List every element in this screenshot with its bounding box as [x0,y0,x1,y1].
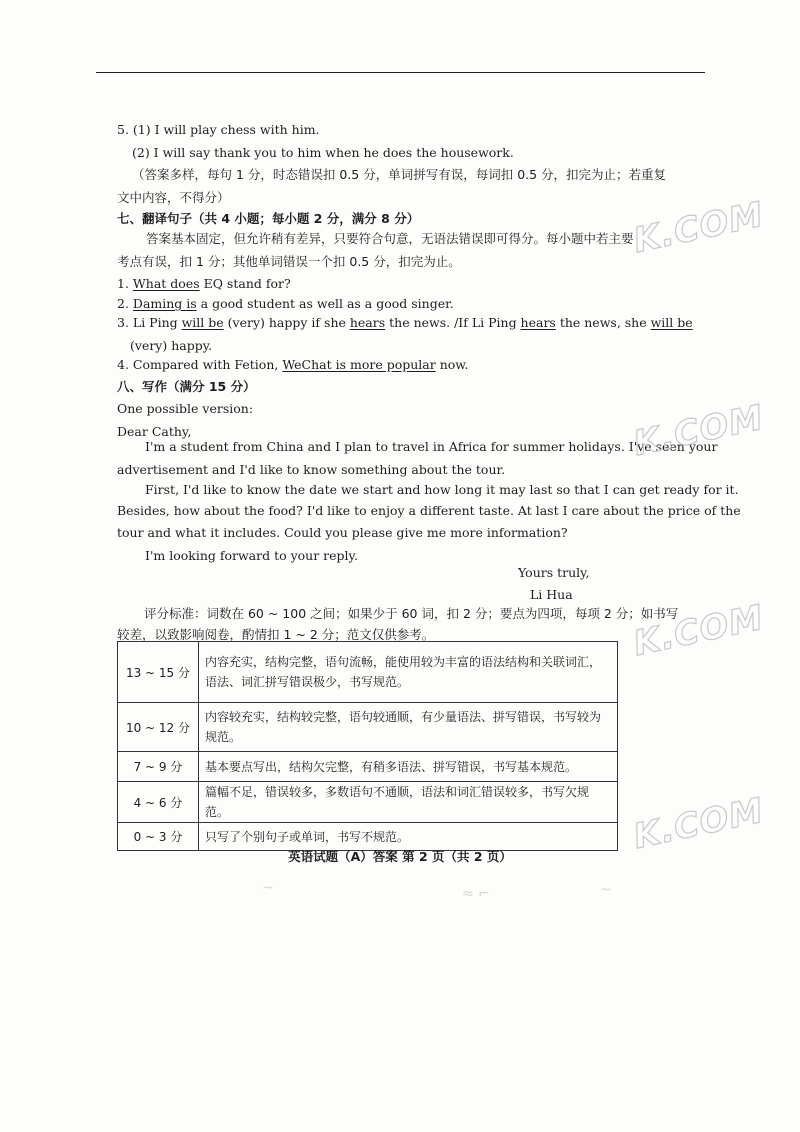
letter-greeting: Dear Cathy, [117,424,192,439]
sample-version-label: One possible version: [117,401,254,416]
page-footer: 英语试题（A）答案 第 2 页（共 2 页） [288,849,512,864]
scan-smudge: ≈ ⌐ [462,886,490,902]
letter-para-1-line-2: advertisement and I'd like to know something about the tour. [117,462,506,477]
rubric-row [118,642,618,703]
watermark-logo: K.COM [630,597,768,665]
answer-1-key-phrase: What does [132,276,200,291]
rubric-description: 篇幅不足，错误较多，多数语句不通顺，语法和词汇错误较多，书写欠规范。 [199,782,618,823]
watermark-logo: K.COM [630,194,768,262]
section-7-heading: 七、翻译句子（共 4 小题；每小题 2 分，满分 8 分） [117,211,420,226]
letter-para-1-line-1: I'm a student from China and I plan to travel in Africa for summer holidays. I've seen your [145,439,718,454]
scoring-criteria-1: 评分标准：词数在 60 ~ 100 之间；如果少于 60 词，扣 2 分；要点为四项，每项 2 分；如书写 [144,606,679,621]
rubric-score: 0 ~ 3 分 [118,823,199,851]
rubric-score: 10 ~ 12 分 [118,703,199,752]
scan-smudge: ~ [262,880,274,896]
q5-note-line-2: 文中内容，不得分） [117,190,230,205]
letter-closing: Yours truly, [518,565,590,580]
section-7-intro-2: 考点有误，扣 1 分；其他单词错误一个扣 0.5 分，扣完为止。 [117,254,461,269]
letter-para-3: I'm looking forward to your reply. [145,548,358,563]
rubric-table [117,641,618,851]
watermark-logo: K.COM [630,397,768,465]
rubric-row [118,703,618,752]
translation-answer-3: 3. Li Ping will be (very) happy if she hears the news. /If Li Ping hears the news, she will be [117,315,693,330]
letter-para-2-line-1: First, I'd like to know the date we start and how long it may last so that I can get ready for it. [145,482,739,497]
rubric-score: 13 ~ 15 分 [118,642,199,703]
letter-para-2-line-2: Besides, how about the food? I'd like to enjoy a different taste. At last I care about the price of the [117,503,741,518]
section-7-intro-1: 答案基本固定，但允许稍有差异，只要符合句意，无语法错误即可得分。每小题中若主要 [146,231,634,246]
rubric-row [118,782,618,823]
q5-answer-2: (2) I will say thank you to him when he does the housework. [132,145,514,160]
letter-signature: Li Hua [530,587,573,602]
q5-answer-1: 5. (1) I will play chess with him. [117,122,320,137]
scan-smudge: ~ [600,882,612,898]
answer-2-key-phrase: Daming is [132,296,197,311]
translation-answer-4: 4. Compared with Fetion, WeChat is more popular now. [117,357,469,372]
letter-para-2-line-3: tour and what it includes. Could you please give me more information? [117,525,568,540]
scoring-criteria-2: 较差，以致影响阅卷，酌情扣 1 ~ 2 分；范文仅供参考。 [117,627,435,642]
rubric-description: 内容较充实，结构较完整，语句较通顺，有少量语法、拼写错误，书写较为规范。 [199,703,618,752]
rubric-score: 7 ~ 9 分 [118,752,199,782]
rubric-description: 只写了个别句子或单词，书写不规范。 [199,823,618,851]
answer-4-key-phrase: WeChat is more popular [282,357,436,372]
translation-answer-3-cont: (very) happy. [130,338,213,353]
rubric-row [118,752,618,782]
watermark-logo: K.COM [630,790,768,858]
translation-answer-1: 1. What does EQ stand for? [117,276,291,291]
rubric-description: 基本要点写出，结构欠完整，有稍多语法、拼写错误，书写基本规范。 [199,752,618,782]
rubric-description: 内容充实，结构完整，语句流畅，能使用较为丰富的语法结构和关联词汇，语法、词汇拼写错误极少，书写规范。 [199,642,618,703]
section-8-heading: 八、写作（满分 15 分） [117,379,256,394]
header-rule [96,72,705,73]
q5-note-line-1: （答案多样，每句 1 分，时态错误扣 0.5 分，单词拼写有误，每词扣 0.5 分，扣完为止；若重复 [132,167,667,182]
translation-answer-2: 2. Daming is a good student as well as a good singer. [117,296,454,311]
rubric-score: 4 ~ 6 分 [118,782,199,823]
